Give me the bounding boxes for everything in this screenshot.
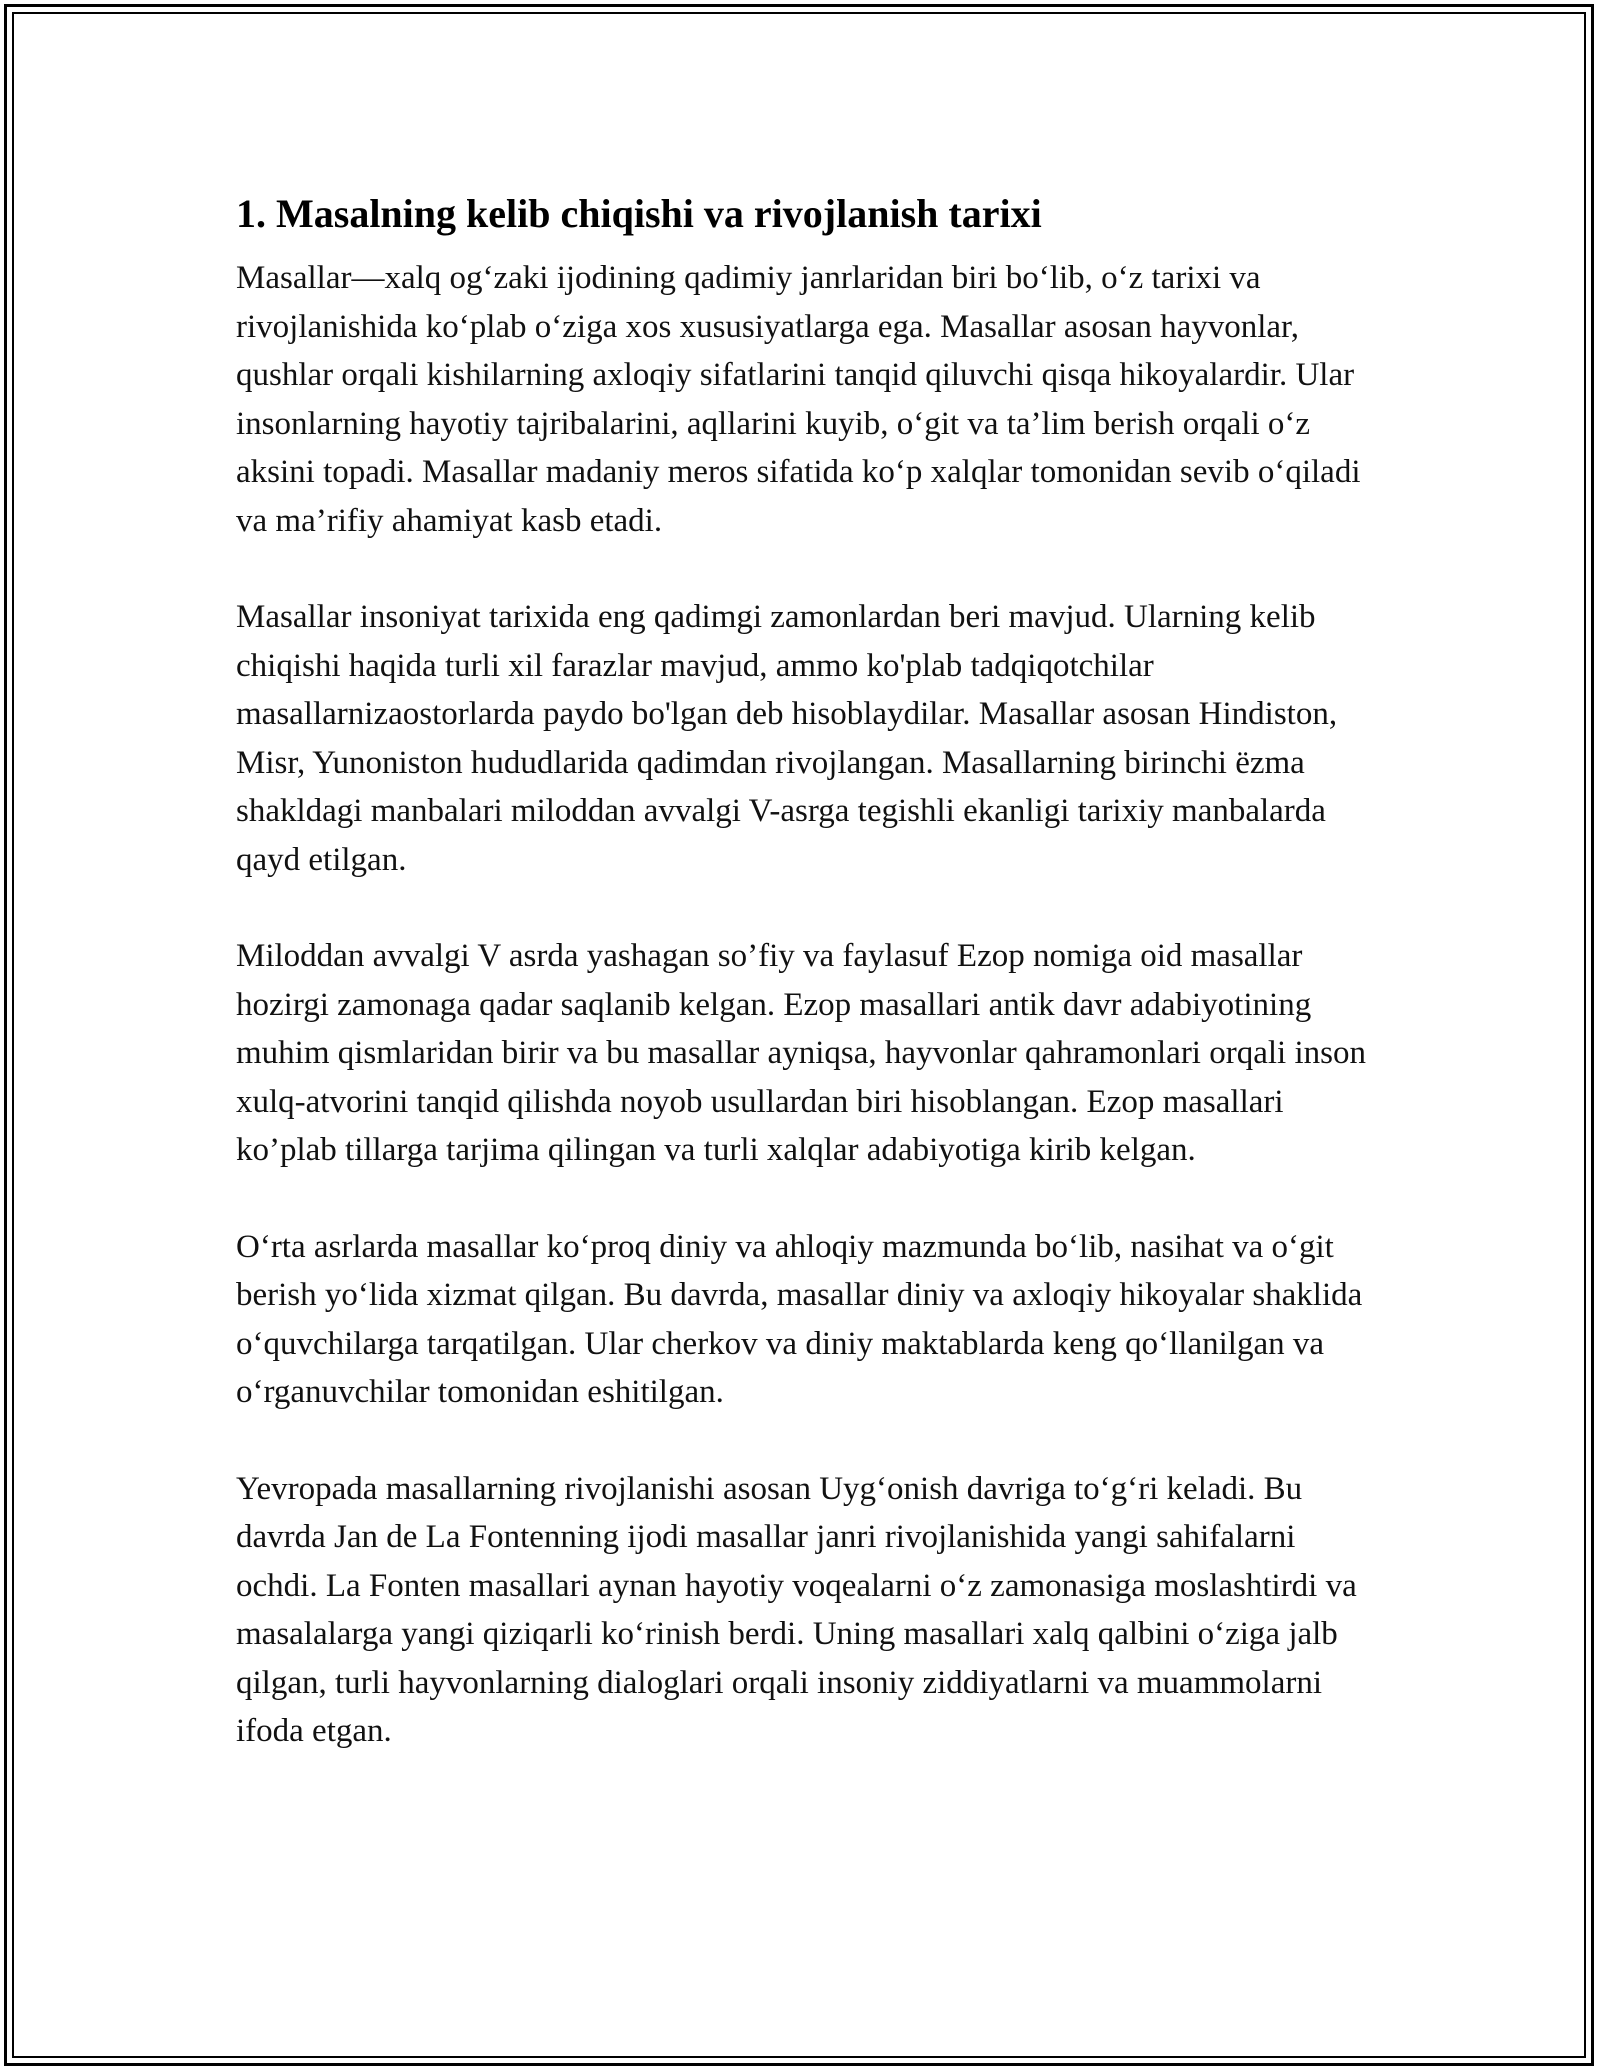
paragraph-2: Masallar insoniyat tarixida eng qadimgi zamonlardan beri mavjud. Ularning kelib chiqishi haqida turli xil farazlar mavjud, ammo ko'plab tadqiqotchilar masallarnizaostorlarda paydo bo'lgan deb hisoblaydilar. Masallar asosan Hindiston, Misr, Yunoniston hududlarida qadimdan rivojlangan. Masallarning birinchi ëzma shakldagi manbalari miloddan avvalgi V-asrga tegishli ekanligi tarixiy manbalarda qayd etilgan. [236, 599, 1338, 878]
section-heading: 1. Masalning kelib chiqishi va rivojlanish tarixi [236, 191, 1042, 236]
paragraph-5: Yevropada masallarning rivojlanishi asosan Uyg‘onish davriga to‘g‘ri keladi. Bu davrda Jan de La Fontenning ijodi masallar janri rivojlanishida yangi sahifalarni ochdi. La Fonten masallari aynan hayotiy voqealarni o‘z zamonasiga moslashtirdi va masalalarga yangi qiziqarli ko‘rinish berdi. Uning masallari xalq qalbini o‘ziga jalb qilgan, turli hayvonlarning dialoglari orqali insoniy ziddiyatlarni va muammolarni ifoda etgan. [236, 1470, 1357, 1749]
paragraph-1: Masallar—xalq og‘zaki ijodining qadimiy janrlaridan biri bo‘lib, o‘z tarixi va rivojlanishida ko‘plab o‘ziga xos xususiyatlarga ega. Masallar asosan hayvonlar, qushlar orqali kishilarning axloqiy sifatlarini tanqid qiluvchi qisqa hikoyalardir. Ular insonlarning hayotiy tajribalarini, aqllarini kuyib, o‘git va ta’lim berish orqali o‘z aksini topadi. Masallar madaniy meros sifatida ko‘p xalqlar tomonidan sevib o‘qiladi va ma’rifiy ahamiyat kasb etadi. [236, 260, 1361, 539]
paragraph-4: O‘rta asrlarda masallar ko‘proq diniy va ahloqiy mazmunda bo‘lib, nasihat va o‘git berish yo‘lida xizmat qilgan. Bu davrda, masallar diniy va axloqiy hikoyalar shaklida o‘quvchilarga tarqatilgan. Ular cherkov va diniy maktablarda keng qo‘llanilgan va o‘rganuvchilar tomonidan eshitilgan. [236, 1228, 1363, 1410]
document-body [236, 186, 1372, 1804]
paragraph-3: Miloddan avvalgi V asrda yashagan so’fiy va faylasuf Ezop nomiga oid masallar hozirgi zamonaga qadar saqlanib kelgan. Ezop masallari antik davr adabiyotining muhim qismlaridan birir va bu masallar ayniqsa, hayvonlar qahramonlari orqali inson xulq-atvorini tanqid qilishda noyob usullardan biri hisoblangan. Ezop masallari ko’plab tillarga tarjima qilingan va turli xalqlar adabiyotiga kirib kelgan. [236, 938, 1366, 1168]
